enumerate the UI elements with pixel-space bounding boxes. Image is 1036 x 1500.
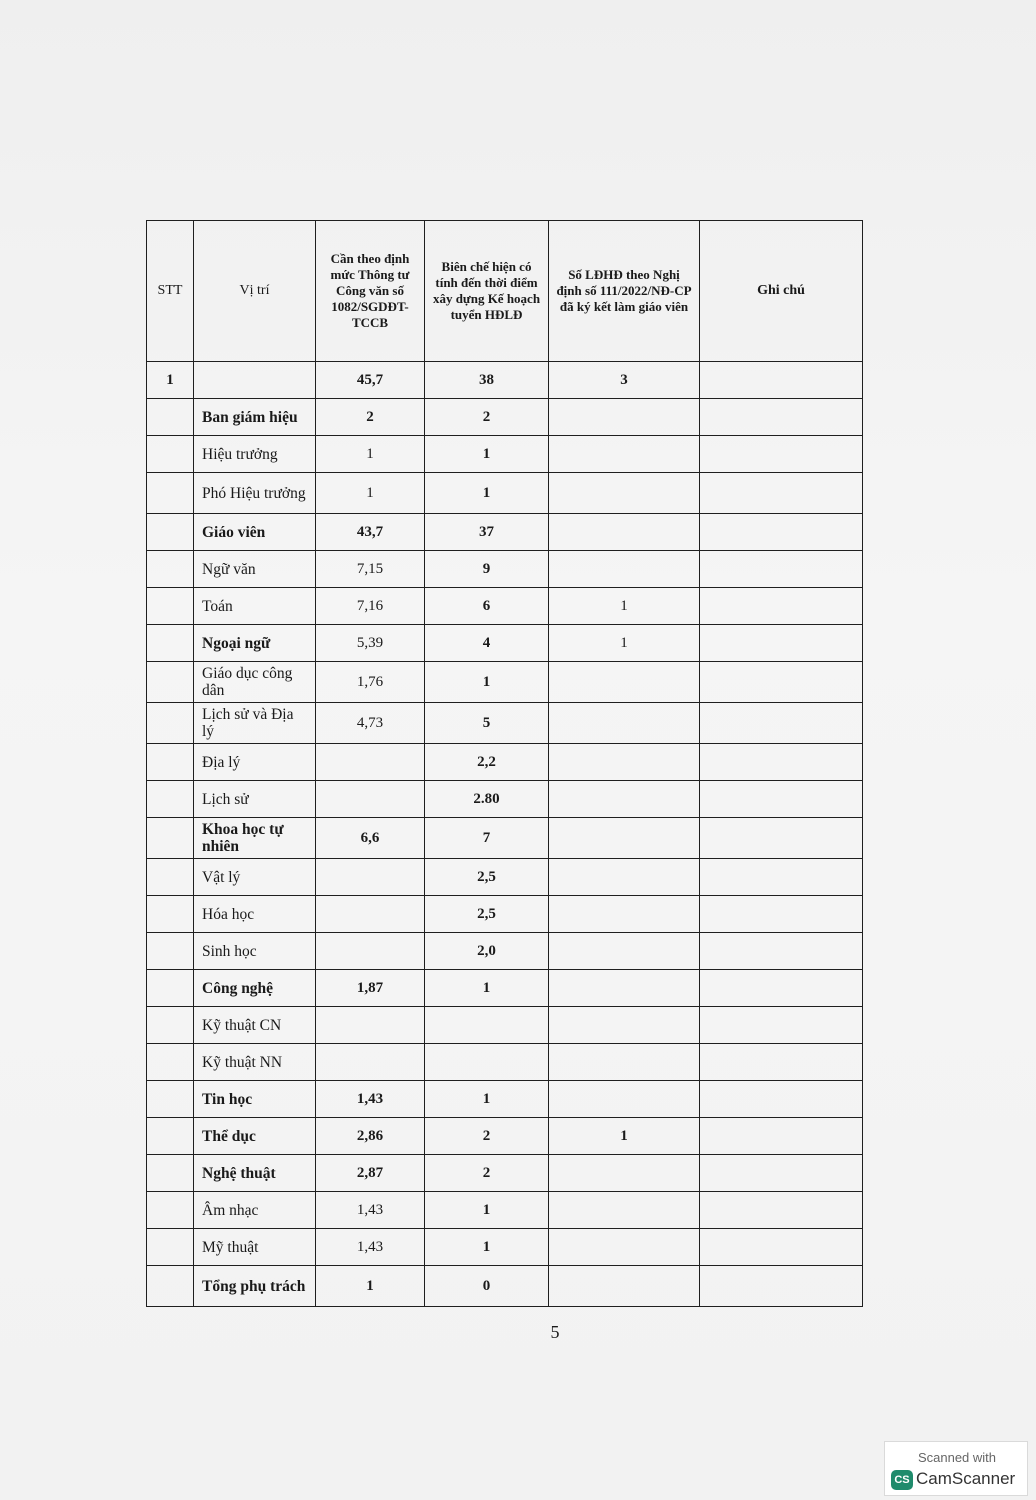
row-position: Sinh học	[194, 933, 316, 970]
table-header-row	[147, 221, 863, 362]
row-norm-value	[316, 933, 425, 970]
row-norm-value: 1,76	[316, 662, 425, 703]
row-norm-value: 2,87	[316, 1155, 425, 1192]
row-contracts-value	[549, 933, 700, 970]
table-row	[147, 436, 863, 473]
row-current-value: 1	[425, 1229, 549, 1266]
row-stt	[147, 859, 194, 896]
row-norm-value: 4,73	[316, 703, 425, 744]
row-norm-value	[316, 744, 425, 781]
row-position: Kỹ thuật CN	[194, 1007, 316, 1044]
row-current-value: 2,5	[425, 896, 549, 933]
row-contracts-value: 1	[549, 1118, 700, 1155]
row-position: Giáo dục công dân	[194, 662, 316, 703]
row-position: Mỹ thuật	[194, 1229, 316, 1266]
row-stt	[147, 933, 194, 970]
row-norm-value: 1,43	[316, 1229, 425, 1266]
row-contracts-value	[549, 896, 700, 933]
row-contracts-value	[549, 1229, 700, 1266]
row-stt	[147, 551, 194, 588]
row-current-value: 1	[425, 436, 549, 473]
row-stt	[147, 970, 194, 1007]
row-current-value: 2	[425, 1155, 549, 1192]
row-current-value: 2	[425, 1118, 549, 1155]
row-stt	[147, 1044, 194, 1081]
row-note	[700, 1192, 863, 1229]
row-stt	[147, 1229, 194, 1266]
table-row	[147, 781, 863, 818]
row-stt	[147, 1007, 194, 1044]
row-note	[700, 933, 863, 970]
row-current-value: 1	[425, 1081, 549, 1118]
row-note	[700, 781, 863, 818]
row-current-value: 7	[425, 818, 549, 859]
scanned-with-label: Scanned with	[917, 1450, 997, 1465]
row-current-value: 2,2	[425, 744, 549, 781]
row-note	[700, 1007, 863, 1044]
row-note	[700, 970, 863, 1007]
row-current-value: 38	[425, 362, 549, 399]
row-note	[700, 744, 863, 781]
row-current-value: 5	[425, 703, 549, 744]
row-note	[700, 1266, 863, 1307]
header-current-staff: Biên chế hiện có tính đến thời điểm xây dựng Kế hoạch tuyển HĐLĐ	[425, 221, 549, 362]
row-note	[700, 588, 863, 625]
row-stt	[147, 1118, 194, 1155]
row-position: Tổng phụ trách	[194, 1266, 316, 1307]
table-row	[147, 362, 863, 399]
row-note	[700, 436, 863, 473]
row-current-value: 1	[425, 970, 549, 1007]
row-position	[194, 362, 316, 399]
row-stt	[147, 1081, 194, 1118]
row-stt: 1	[147, 362, 194, 399]
row-note	[700, 818, 863, 859]
row-norm-value	[316, 1007, 425, 1044]
row-position: Thể dục	[194, 1118, 316, 1155]
row-current-value: 4	[425, 625, 549, 662]
header-contracts: Số LĐHĐ theo Nghị định số 111/2022/NĐ-CP đã ký kết làm giáo viên	[549, 221, 700, 362]
header-position: Vị trí	[194, 221, 316, 362]
row-norm-value: 2	[316, 399, 425, 436]
row-norm-value	[316, 781, 425, 818]
row-contracts-value	[549, 473, 700, 514]
header-note: Ghi chú	[700, 221, 863, 362]
row-stt	[147, 1192, 194, 1229]
table-row	[147, 1155, 863, 1192]
row-contracts-value: 1	[549, 588, 700, 625]
row-contracts-value	[549, 551, 700, 588]
table-row	[147, 473, 863, 514]
row-norm-value: 5,39	[316, 625, 425, 662]
row-contracts-value	[549, 436, 700, 473]
row-note	[700, 399, 863, 436]
row-position: Nghệ thuật	[194, 1155, 316, 1192]
row-note	[700, 1155, 863, 1192]
row-norm-value: 1,87	[316, 970, 425, 1007]
row-norm-value: 1	[316, 1266, 425, 1307]
table-row	[147, 588, 863, 625]
row-note	[700, 551, 863, 588]
row-position: Hóa học	[194, 896, 316, 933]
row-position: Toán	[194, 588, 316, 625]
row-current-value: 6	[425, 588, 549, 625]
row-note	[700, 514, 863, 551]
row-norm-value: 7,16	[316, 588, 425, 625]
row-norm-value: 7,15	[316, 551, 425, 588]
row-contracts-value	[549, 970, 700, 1007]
row-position: Âm nhạc	[194, 1192, 316, 1229]
row-norm-value: 45,7	[316, 362, 425, 399]
row-stt	[147, 818, 194, 859]
row-position: Kỹ thuật NN	[194, 1044, 316, 1081]
row-current-value: 1	[425, 1192, 549, 1229]
row-stt	[147, 703, 194, 744]
row-contracts-value	[549, 662, 700, 703]
row-norm-value: 2,86	[316, 1118, 425, 1155]
row-contracts-value	[549, 781, 700, 818]
row-contracts-value	[549, 514, 700, 551]
row-position: Hiệu trưởng	[194, 436, 316, 473]
row-stt	[147, 662, 194, 703]
row-position: Ngoại ngữ	[194, 625, 316, 662]
row-norm-value: 6,6	[316, 818, 425, 859]
row-norm-value: 1,43	[316, 1192, 425, 1229]
row-position: Vật lý	[194, 859, 316, 896]
table-row	[147, 1081, 863, 1118]
row-contracts-value: 1	[549, 625, 700, 662]
table-row	[147, 970, 863, 1007]
row-contracts-value	[549, 818, 700, 859]
row-norm-value	[316, 859, 425, 896]
row-current-value	[425, 1007, 549, 1044]
row-stt	[147, 399, 194, 436]
row-stt	[147, 514, 194, 551]
table-row	[147, 1007, 863, 1044]
row-contracts-value	[549, 1044, 700, 1081]
table-row	[147, 1229, 863, 1266]
table-row	[147, 1266, 863, 1307]
header-norm: Cần theo định mức Thông tư Công văn số 1082/SGDĐT-TCCB	[316, 221, 425, 362]
row-stt	[147, 473, 194, 514]
row-contracts-value	[549, 703, 700, 744]
row-position: Địa lý	[194, 744, 316, 781]
row-contracts-value	[549, 399, 700, 436]
camscanner-name: CamScanner	[916, 1469, 1016, 1488]
row-current-value: 9	[425, 551, 549, 588]
row-stt	[147, 896, 194, 933]
row-note	[700, 1081, 863, 1118]
row-position: Ngữ văn	[194, 551, 316, 588]
row-note	[700, 473, 863, 514]
page-number: 5	[550, 1322, 560, 1342]
row-stt	[147, 1155, 194, 1192]
row-contracts-value	[549, 1081, 700, 1118]
table-row	[147, 662, 863, 703]
row-note	[700, 859, 863, 896]
row-norm-value: 1,43	[316, 1081, 425, 1118]
row-note	[700, 362, 863, 399]
row-position: Lịch sử	[194, 781, 316, 818]
row-stt	[147, 625, 194, 662]
row-position: Lịch sử và Địa lý	[194, 703, 316, 744]
row-stt	[147, 588, 194, 625]
row-note	[700, 1229, 863, 1266]
table-row	[147, 859, 863, 896]
row-current-value	[425, 1044, 549, 1081]
row-note	[700, 1044, 863, 1081]
table-row	[147, 514, 863, 551]
row-current-value: 2,5	[425, 859, 549, 896]
table-row	[147, 625, 863, 662]
row-current-value: 1	[425, 662, 549, 703]
row-note	[700, 703, 863, 744]
row-note	[700, 662, 863, 703]
row-contracts-value	[549, 744, 700, 781]
header-stt: STT	[147, 221, 194, 362]
table-row	[147, 818, 863, 859]
row-current-value: 1	[425, 473, 549, 514]
row-current-value: 2	[425, 399, 549, 436]
table-row	[147, 933, 863, 970]
row-position: Ban giám hiệu	[194, 399, 316, 436]
row-contracts-value	[549, 1007, 700, 1044]
camscanner-logo-icon: CS	[891, 1470, 913, 1490]
row-note	[700, 1118, 863, 1155]
table-row	[147, 896, 863, 933]
staffing-table	[146, 220, 863, 1307]
row-position: Công nghệ	[194, 970, 316, 1007]
row-contracts-value: 3	[549, 362, 700, 399]
row-current-value: 0	[425, 1266, 549, 1307]
table-row	[147, 1192, 863, 1229]
row-note	[700, 625, 863, 662]
row-norm-value: 1	[316, 473, 425, 514]
camscanner-watermark	[884, 1441, 1028, 1496]
row-norm-value	[316, 896, 425, 933]
row-current-value: 37	[425, 514, 549, 551]
row-stt	[147, 1266, 194, 1307]
table-row	[147, 744, 863, 781]
row-norm-value	[316, 1044, 425, 1081]
table-row	[147, 1118, 863, 1155]
row-note	[700, 896, 863, 933]
table-row	[147, 399, 863, 436]
row-contracts-value	[549, 1155, 700, 1192]
row-norm-value: 43,7	[316, 514, 425, 551]
row-position: Phó Hiệu trưởng	[194, 473, 316, 514]
row-stt	[147, 436, 194, 473]
table-body	[147, 362, 863, 1307]
row-stt	[147, 744, 194, 781]
table-row	[147, 1044, 863, 1081]
row-position: Giáo viên	[194, 514, 316, 551]
row-contracts-value	[549, 1192, 700, 1229]
row-position: Tin học	[194, 1081, 316, 1118]
row-contracts-value	[549, 1266, 700, 1307]
row-current-value: 2.80	[425, 781, 549, 818]
row-stt	[147, 781, 194, 818]
row-norm-value: 1	[316, 436, 425, 473]
row-contracts-value	[549, 859, 700, 896]
table-row	[147, 551, 863, 588]
table-row	[147, 703, 863, 744]
row-current-value: 2,0	[425, 933, 549, 970]
row-position: Khoa học tự nhiên	[194, 818, 316, 859]
